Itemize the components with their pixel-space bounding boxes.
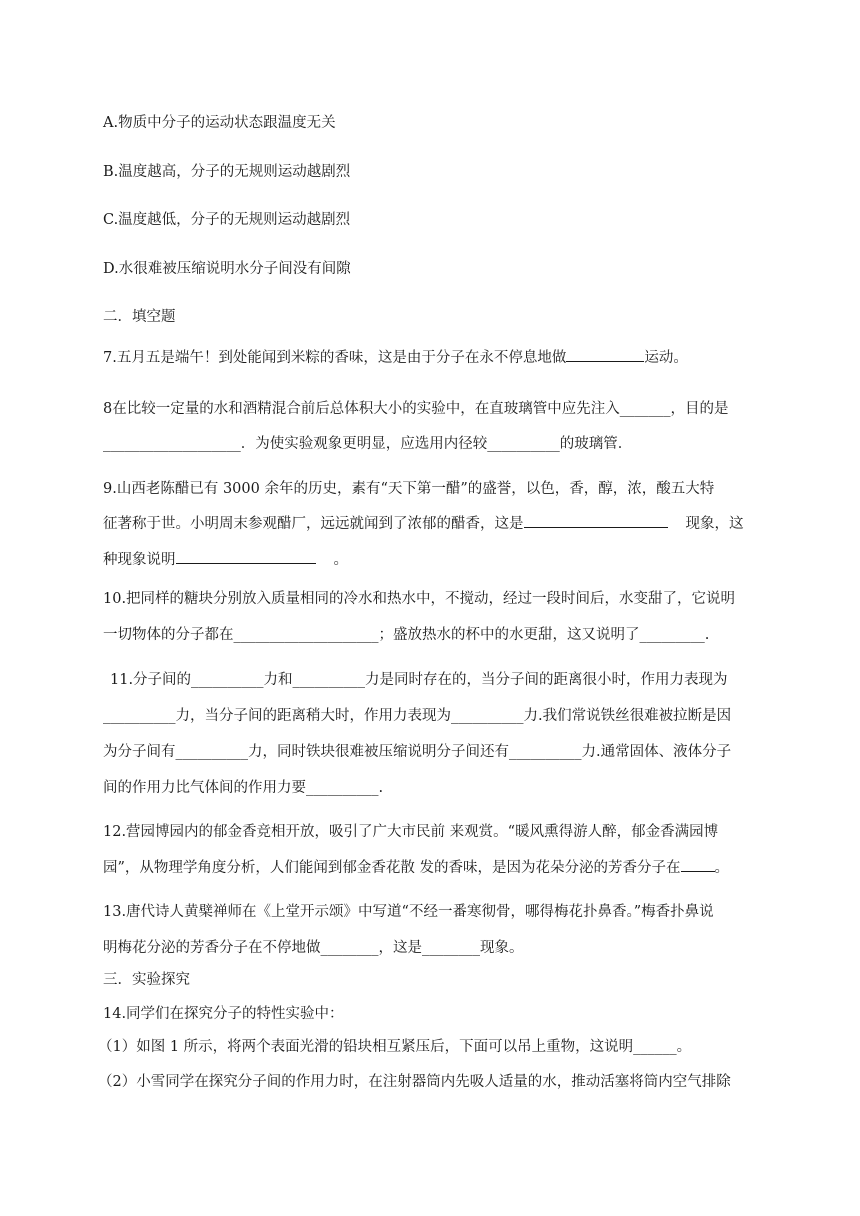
question-13-line1: 13.唐代诗人黄檗禅师在《上堂开示颂》中写道“不经一番寒彻骨，哪得梅花扑鼻香。”梅香扑鼻说 xyxy=(103,904,714,920)
question-12-line2 xyxy=(103,856,729,877)
question-9-line2 xyxy=(103,512,744,533)
q12-text: 园”，从物理学角度分析，人们能闻到郁金香花散 发的香味，是因为花朵分泌的芳香分子在 xyxy=(103,860,681,876)
question-13-line2: 明梅花分泌的芳香分子在不停地做________，这是________现象。 xyxy=(103,940,524,956)
option-b: B.温度越高，分子的无规则运动越剧烈 xyxy=(103,164,351,180)
question-10-line2: 一切物体的分子都在____________________；盛放热水的杯中的水更甜，这又说明了_________. xyxy=(103,627,710,643)
q7-blank xyxy=(566,347,644,362)
question-8-line2: ___________________．为使实验观象更明显，应选用内径较__________的玻璃管． xyxy=(103,436,633,452)
question-14-part1: （1）如图 1 所示，将两个表面光滑的铅块相互紧压后，下面可以吊上重物，这说明______。 xyxy=(98,1039,692,1055)
q9-text-c: 种现象说明 xyxy=(103,552,176,568)
q9-text-a: 征著称于世。小明周末参观醋厂，远远就闻到了浓郁的醋香，这是 xyxy=(103,516,524,532)
question-10-line1: 10.把同样的糖块分别放入质量相同的冷水和热水中，不搅动，经过一段时间后，水变甜了，它说明 xyxy=(103,591,736,607)
question-9-line1: 9.山西老陈醋已有 3000 余年的历史，素有“天下第一醋”的盛誉，以色，香，醇，浓，酸五大特 xyxy=(103,481,715,497)
option-d: D.水很难被压缩说明水分子间没有间隙 xyxy=(103,261,351,277)
question-11-line2: __________力，当分子间的距离稍大时，作用力表现为__________力.我们常说铁丝很难被拉断是因 xyxy=(103,708,732,724)
q9-text-b: 现象，这 xyxy=(685,516,744,532)
section-fill-heading: 二．填空题 xyxy=(103,309,176,325)
question-8-line1: 8在比较一定量的水和酒精混合前后总体积大小的实验中，在直玻璃管中应先注入_______，目的是 xyxy=(103,401,729,417)
question-14-title: 14.同学们在探究分子的特性实验中： xyxy=(103,1006,344,1022)
option-c: C.温度越低，分子的无规则运动越剧烈 xyxy=(103,212,351,228)
q9-text-d: 。 xyxy=(333,552,348,568)
question-9-line3 xyxy=(103,548,348,569)
question-12-line1: 12.营园博园内的郁金香竞相开放，吸引了广大市民前 来观赏。“暖风熏得游人醉，郁金香满园博 xyxy=(103,824,719,840)
question-11-line4: 间的作用力比气体间的作用力要__________. xyxy=(103,780,384,796)
question-11-line1: 11.分子间的__________力和__________力是同时存在的，当分子间的距离很小时，作用力表现为 xyxy=(110,672,728,688)
section-experiment-heading: 三．实验探究 xyxy=(103,972,190,988)
q12-blank xyxy=(681,857,715,872)
q7-text: 7.五月五是端午！到处能闻到米粽的香味，这是由于分子在永不停息地做 xyxy=(103,350,567,366)
q12-tail: 。 xyxy=(714,860,730,876)
q9-blank-2 xyxy=(176,549,316,564)
question-14-part2: （2）小雪同学在探究分子间的作用力时，在注射器筒内先吸人适量的水，推动活塞将筒内空气排除 xyxy=(98,1074,731,1090)
question-11-line3: 为分子间有__________力，同时铁块很难被压缩说明分子间还有__________力.通常固体、液体分子 xyxy=(103,744,732,760)
q7-tail: 运动。 xyxy=(644,350,688,366)
option-a: A.物质中分子的运动状态跟温度无关 xyxy=(103,115,336,131)
question-7 xyxy=(103,346,688,367)
q9-blank-1 xyxy=(524,513,668,528)
